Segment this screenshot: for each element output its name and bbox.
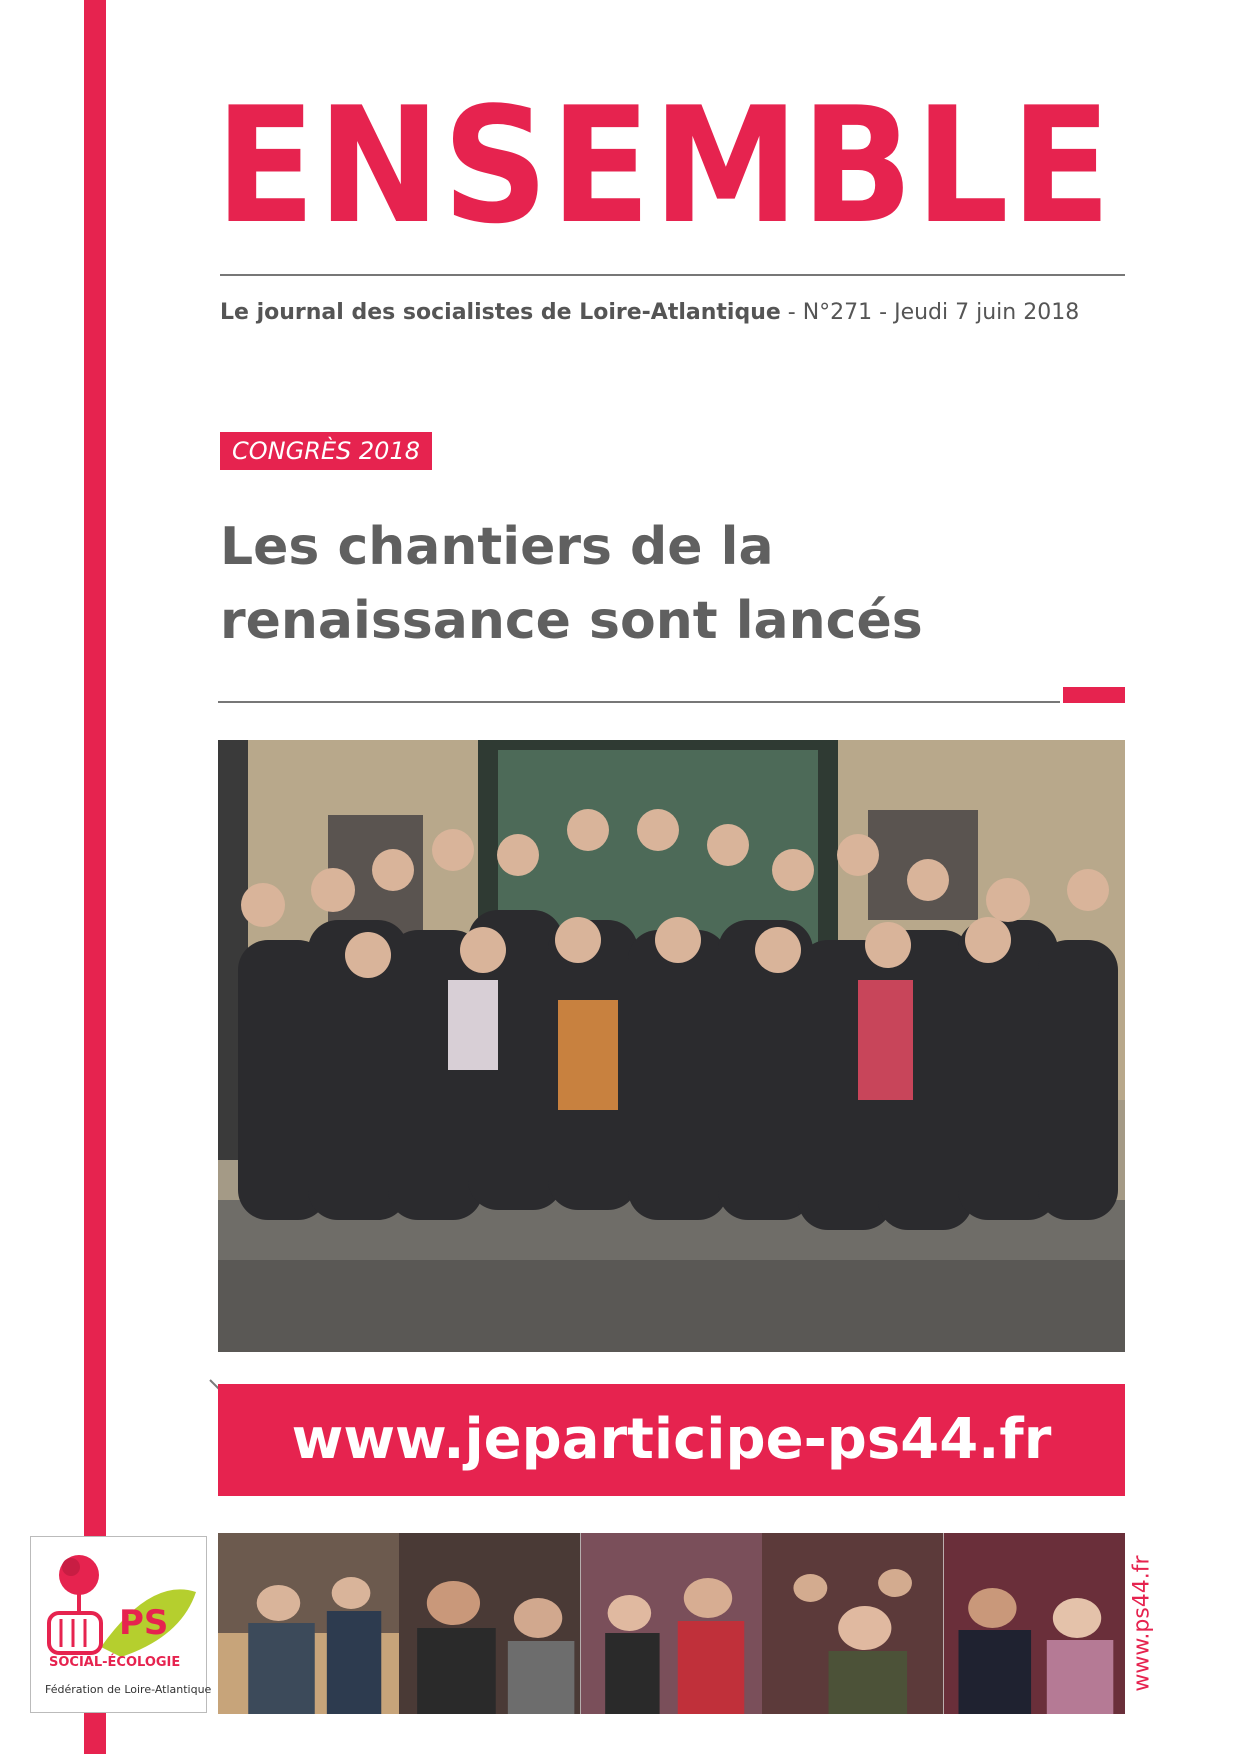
issue-info: - N°271 - Jeudi 7 juin 2018 [780, 300, 1080, 325]
journal-subtitle [220, 300, 1079, 325]
strip-photo-3 [581, 1533, 762, 1714]
logo-ps-text: PS [119, 1603, 169, 1643]
strip-photo-4 [762, 1533, 943, 1714]
logo-social-ecologie: SOCIAL-ÉCOLOGIE [49, 1655, 181, 1670]
journal-name: Le journal des socialistes de Loire-Atlantique [220, 300, 781, 325]
ps-logo [30, 1536, 212, 1713]
masthead-title: ENSEMBLE [215, 72, 1114, 259]
left-accent-stripe [84, 0, 106, 1754]
divider-accent [1063, 687, 1125, 703]
headline-line-1: Les chantiers de la [220, 517, 774, 577]
headline-line-2: renaissance sont lancés [220, 591, 923, 651]
strip-photo-5 [944, 1533, 1125, 1714]
divider-top [220, 274, 1125, 276]
strip-photo-2 [399, 1533, 580, 1714]
side-website-url[interactable]: www.ps44.fr [1129, 1555, 1155, 1692]
website-banner[interactable]: www.jeparticipe-ps44.fr [218, 1384, 1125, 1496]
photo-strip [218, 1533, 1125, 1714]
divider-mid [218, 701, 1060, 703]
strip-photo-1 [218, 1533, 399, 1714]
headline [220, 510, 1120, 658]
section-tag: CONGRÈS 2018 [220, 432, 432, 470]
group-photo [218, 740, 1125, 1352]
logo-federation: Fédération de Loire-Atlantique [45, 1683, 212, 1696]
